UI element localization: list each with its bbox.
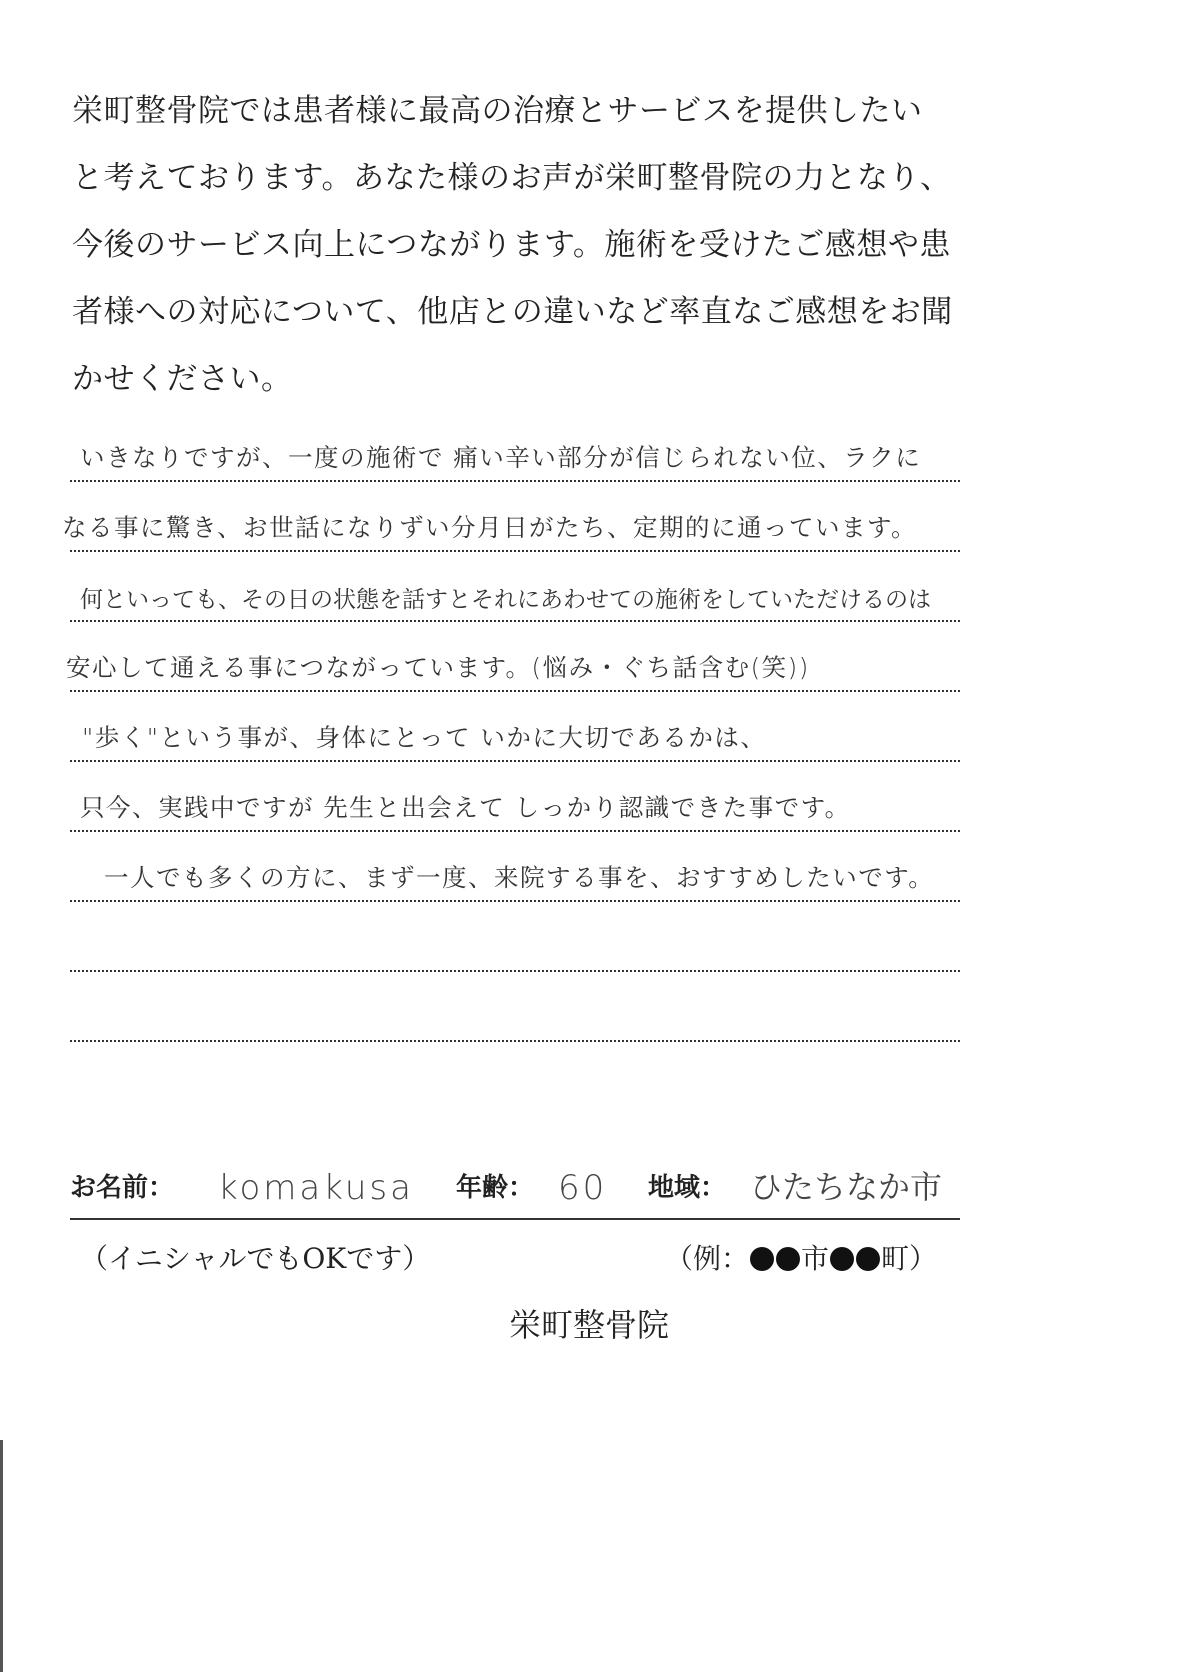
placeholder-dot xyxy=(856,1247,880,1271)
intro-line: かせください。 xyxy=(72,361,293,397)
handwritten-text: "歩く"という事が、身体にとって いかに大切であるかは、 xyxy=(82,723,767,752)
signature-row xyxy=(70,1160,960,1220)
area-value: ひたちなか市 xyxy=(750,1168,943,1206)
area-label: 地域： xyxy=(648,1173,727,1203)
comment-line xyxy=(70,840,960,902)
intro-line: と考えております。あなた様のお声が栄町整骨院の力となり、 xyxy=(72,160,952,196)
name-note: （イニシャルでもOKです） xyxy=(80,1242,431,1275)
area-example xyxy=(665,1237,937,1277)
age-label: 年齢： xyxy=(456,1173,535,1203)
name-value: komakusa xyxy=(218,1168,414,1208)
handwritten-text: 一人でも多くの方に、まず一度、来院する事を、おすすめしたいです。 xyxy=(104,863,935,892)
handwritten-text: 只今、実践中ですが 先生と出会えて しっかり認識できた事です。 xyxy=(80,793,851,822)
comment-line xyxy=(66,630,960,692)
clinic-name: 栄町整骨院 xyxy=(508,1306,669,1344)
area-example-prefix: （例： xyxy=(665,1242,750,1275)
intro-line: 今後のサービス向上につながります。施術を受けたご感想や患 xyxy=(72,227,951,263)
placeholder-dot xyxy=(830,1247,854,1271)
age-value: 60 xyxy=(558,1168,608,1208)
placeholder-dot xyxy=(776,1247,800,1271)
intro-line: 者様への対応について、他店との違いなど率直なご感想をお聞 xyxy=(72,294,953,330)
handwritten-text: 安心して通える事につながっています。(悩み・ぐち話含む(笑)) xyxy=(66,653,810,682)
comment-line xyxy=(70,560,960,622)
comment-line xyxy=(70,770,960,832)
intro-line: 栄町整骨院では患者様に最高の治療とサービスを提供したい xyxy=(72,93,923,129)
comment-line xyxy=(70,980,960,1042)
placeholder-dot xyxy=(750,1247,774,1271)
handwritten-text: 何といっても、その日の状態を話すとそれにあわせての施術をしていただけるのは xyxy=(80,587,931,613)
comment-line xyxy=(70,910,960,972)
name-label: お名前： xyxy=(70,1173,175,1203)
comment-line xyxy=(62,490,960,552)
area-example-town: 町） xyxy=(881,1242,938,1275)
scan-edge xyxy=(0,1440,3,1672)
handwritten-text: なる事に驚き、お世話になりずい分月日がたち、定期的に通っています。 xyxy=(62,513,918,542)
area-example-city: 市 xyxy=(801,1242,830,1275)
intro-paragraph xyxy=(72,78,972,413)
comment-line xyxy=(70,420,960,482)
handwritten-text: いきなりですが、一度の施術で 痛い辛い部分が信じられない位、ラクに xyxy=(80,443,922,472)
comment-line xyxy=(70,700,960,762)
